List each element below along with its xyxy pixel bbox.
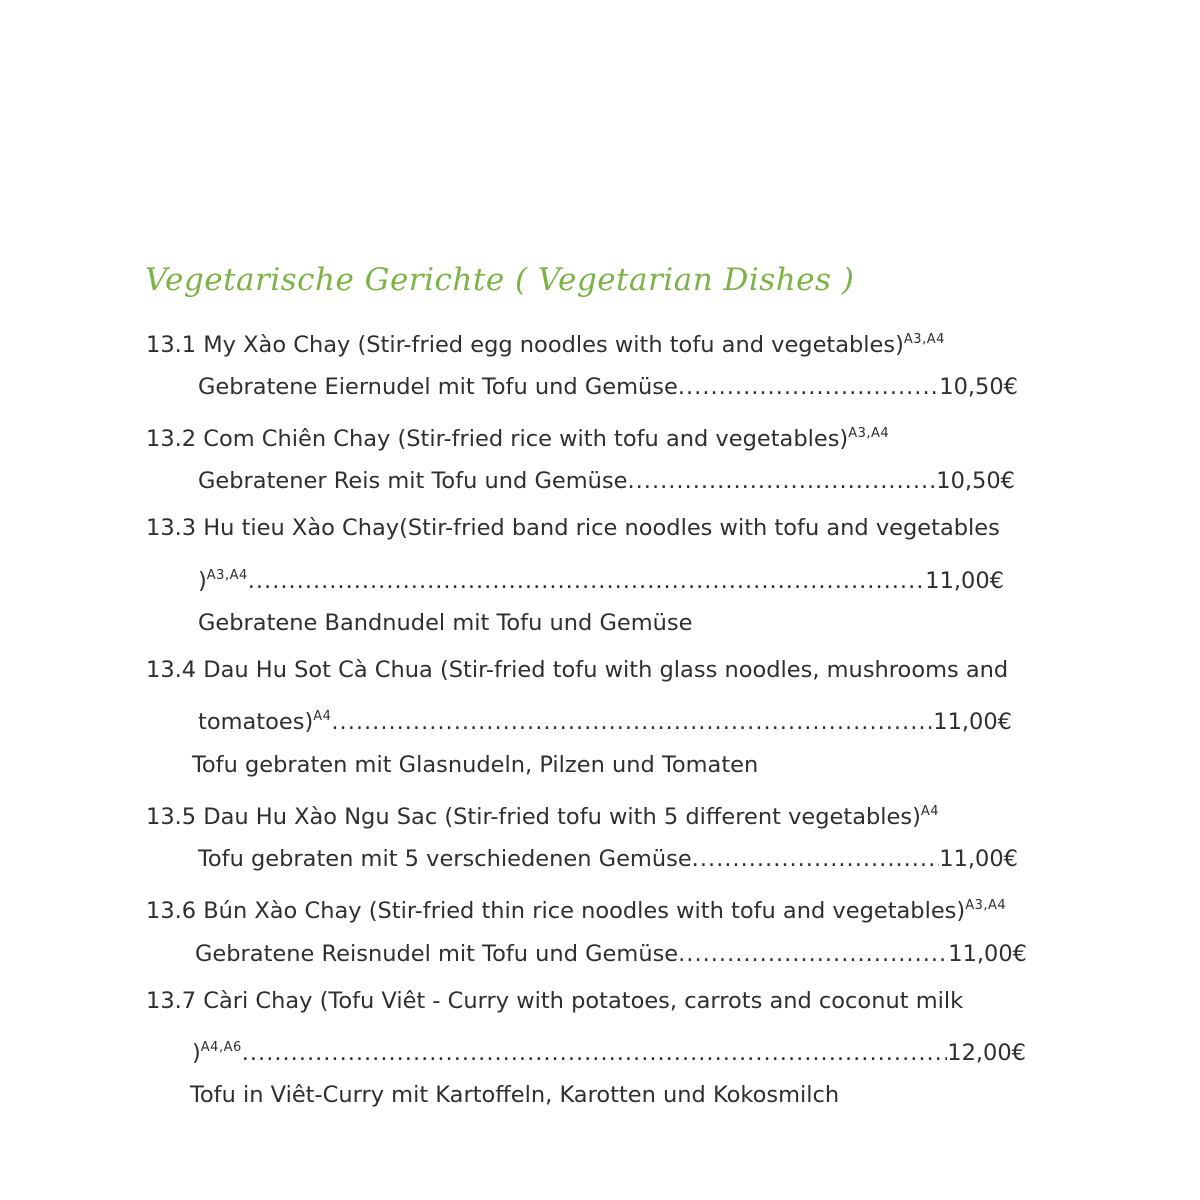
price: 11,00€ [939, 846, 1018, 872]
allergen-codes: A3,A4 [206, 568, 248, 583]
price: 10,50€ [939, 374, 1018, 400]
german-description: Tofu in Viêt-Curry mit Kartoffeln, Karotten und Kokosmilch [190, 1082, 840, 1108]
price: 12,00€ [947, 1040, 1026, 1066]
dot-leader [678, 373, 939, 401]
item-name: 13.7 Càri Chay (Tofu Viêt - Curry with potatoes, carrots and coconut milk [146, 988, 964, 1014]
dot-leader [331, 708, 933, 736]
dot-leader [628, 467, 937, 495]
item-name: 13.2 Com Chiên Chay (Stir-fried rice with tofu and vegetables) [146, 426, 849, 452]
price: 11,00€ [925, 568, 1004, 594]
item-name: 13.1 My Xào Chay (Stir-fried egg noodles with tofu and vegetables) [146, 332, 904, 358]
allergen-codes: A4 [313, 709, 332, 724]
item-name-continued [198, 703, 331, 736]
item-name-continued [192, 1034, 242, 1067]
menu-item-13-3-german [198, 609, 692, 637]
item-name: 13.5 Dau Hu Xào Ngu Sac (Stir-fried tofu with 5 different vegetables) [146, 804, 921, 830]
item-name-part: tomatoes) [198, 709, 314, 735]
allergen-codes: A3,A4 [965, 898, 1007, 913]
menu-item-13-6-german [195, 940, 1027, 968]
allergen-codes: A4,A6 [200, 1040, 242, 1055]
german-description: Tofu gebraten mit Glasnudeln, Pilzen und Tomaten [192, 752, 759, 778]
allergen-codes: A3,A4 [903, 332, 945, 347]
german-description: Gebratene Eiernudel mit Tofu und Gemüse [198, 374, 678, 400]
menu-item-13-7-name-cont [192, 1034, 1026, 1067]
price: 10,50€ [936, 468, 1015, 494]
menu-item-13-3-name-cont [198, 562, 1004, 595]
menu-item-13-1-name [146, 326, 945, 359]
menu-item-13-2-german [198, 467, 1015, 495]
menu-item-13-1-german [198, 373, 1018, 401]
menu-item-13-7-german [190, 1081, 839, 1109]
german-description: Gebratene Reisnudel mit Tofu und Gemüse [195, 941, 679, 967]
menu-item-13-3-name [146, 514, 1000, 542]
dot-leader [248, 567, 926, 595]
allergen-codes: A3,A4 [848, 426, 890, 441]
dot-leader [678, 940, 948, 968]
section-title: Vegetarische Gerichte ( Vegetarian Dishes ) [145, 262, 855, 298]
menu-item-13-5-german [198, 845, 1018, 873]
price: 11,00€ [948, 941, 1027, 967]
menu-item-13-6-name [146, 892, 1006, 925]
menu-item-13-4-name-cont [198, 703, 1012, 736]
price: 11,00€ [933, 709, 1012, 735]
item-name-part: ) [198, 568, 207, 594]
german-description: Gebratene Bandnudel mit Tofu und Gemüse [198, 610, 693, 636]
menu-item-13-2-name [146, 420, 889, 453]
item-name-part: ) [192, 1040, 201, 1066]
allergen-codes: A4 [920, 804, 940, 819]
menu-item-13-4-german [192, 751, 758, 779]
menu-item-13-7-name [146, 987, 963, 1015]
item-name: 13.4 Dau Hu Sot Cà Chua (Stir-fried tofu with glass noodles, mushrooms and [146, 657, 1009, 683]
menu-item-13-5-name [146, 798, 939, 831]
item-name: 13.3 Hu tieu Xào Chay(Stir-fried band rice noodles with tofu and vegetables [146, 515, 1000, 541]
menu-item-13-4-name [146, 656, 1008, 684]
item-name: 13.6 Bún Xào Chay (Stir-fried thin rice noodles with tofu and vegetables) [146, 898, 966, 924]
dot-leader [692, 845, 940, 873]
german-description: Gebratener Reis mit Tofu und Gemüse [198, 468, 628, 494]
german-description: Tofu gebraten mit 5 verschiedenen Gemüse [198, 846, 692, 872]
dot-leader [242, 1039, 948, 1067]
item-name-continued [198, 562, 248, 595]
